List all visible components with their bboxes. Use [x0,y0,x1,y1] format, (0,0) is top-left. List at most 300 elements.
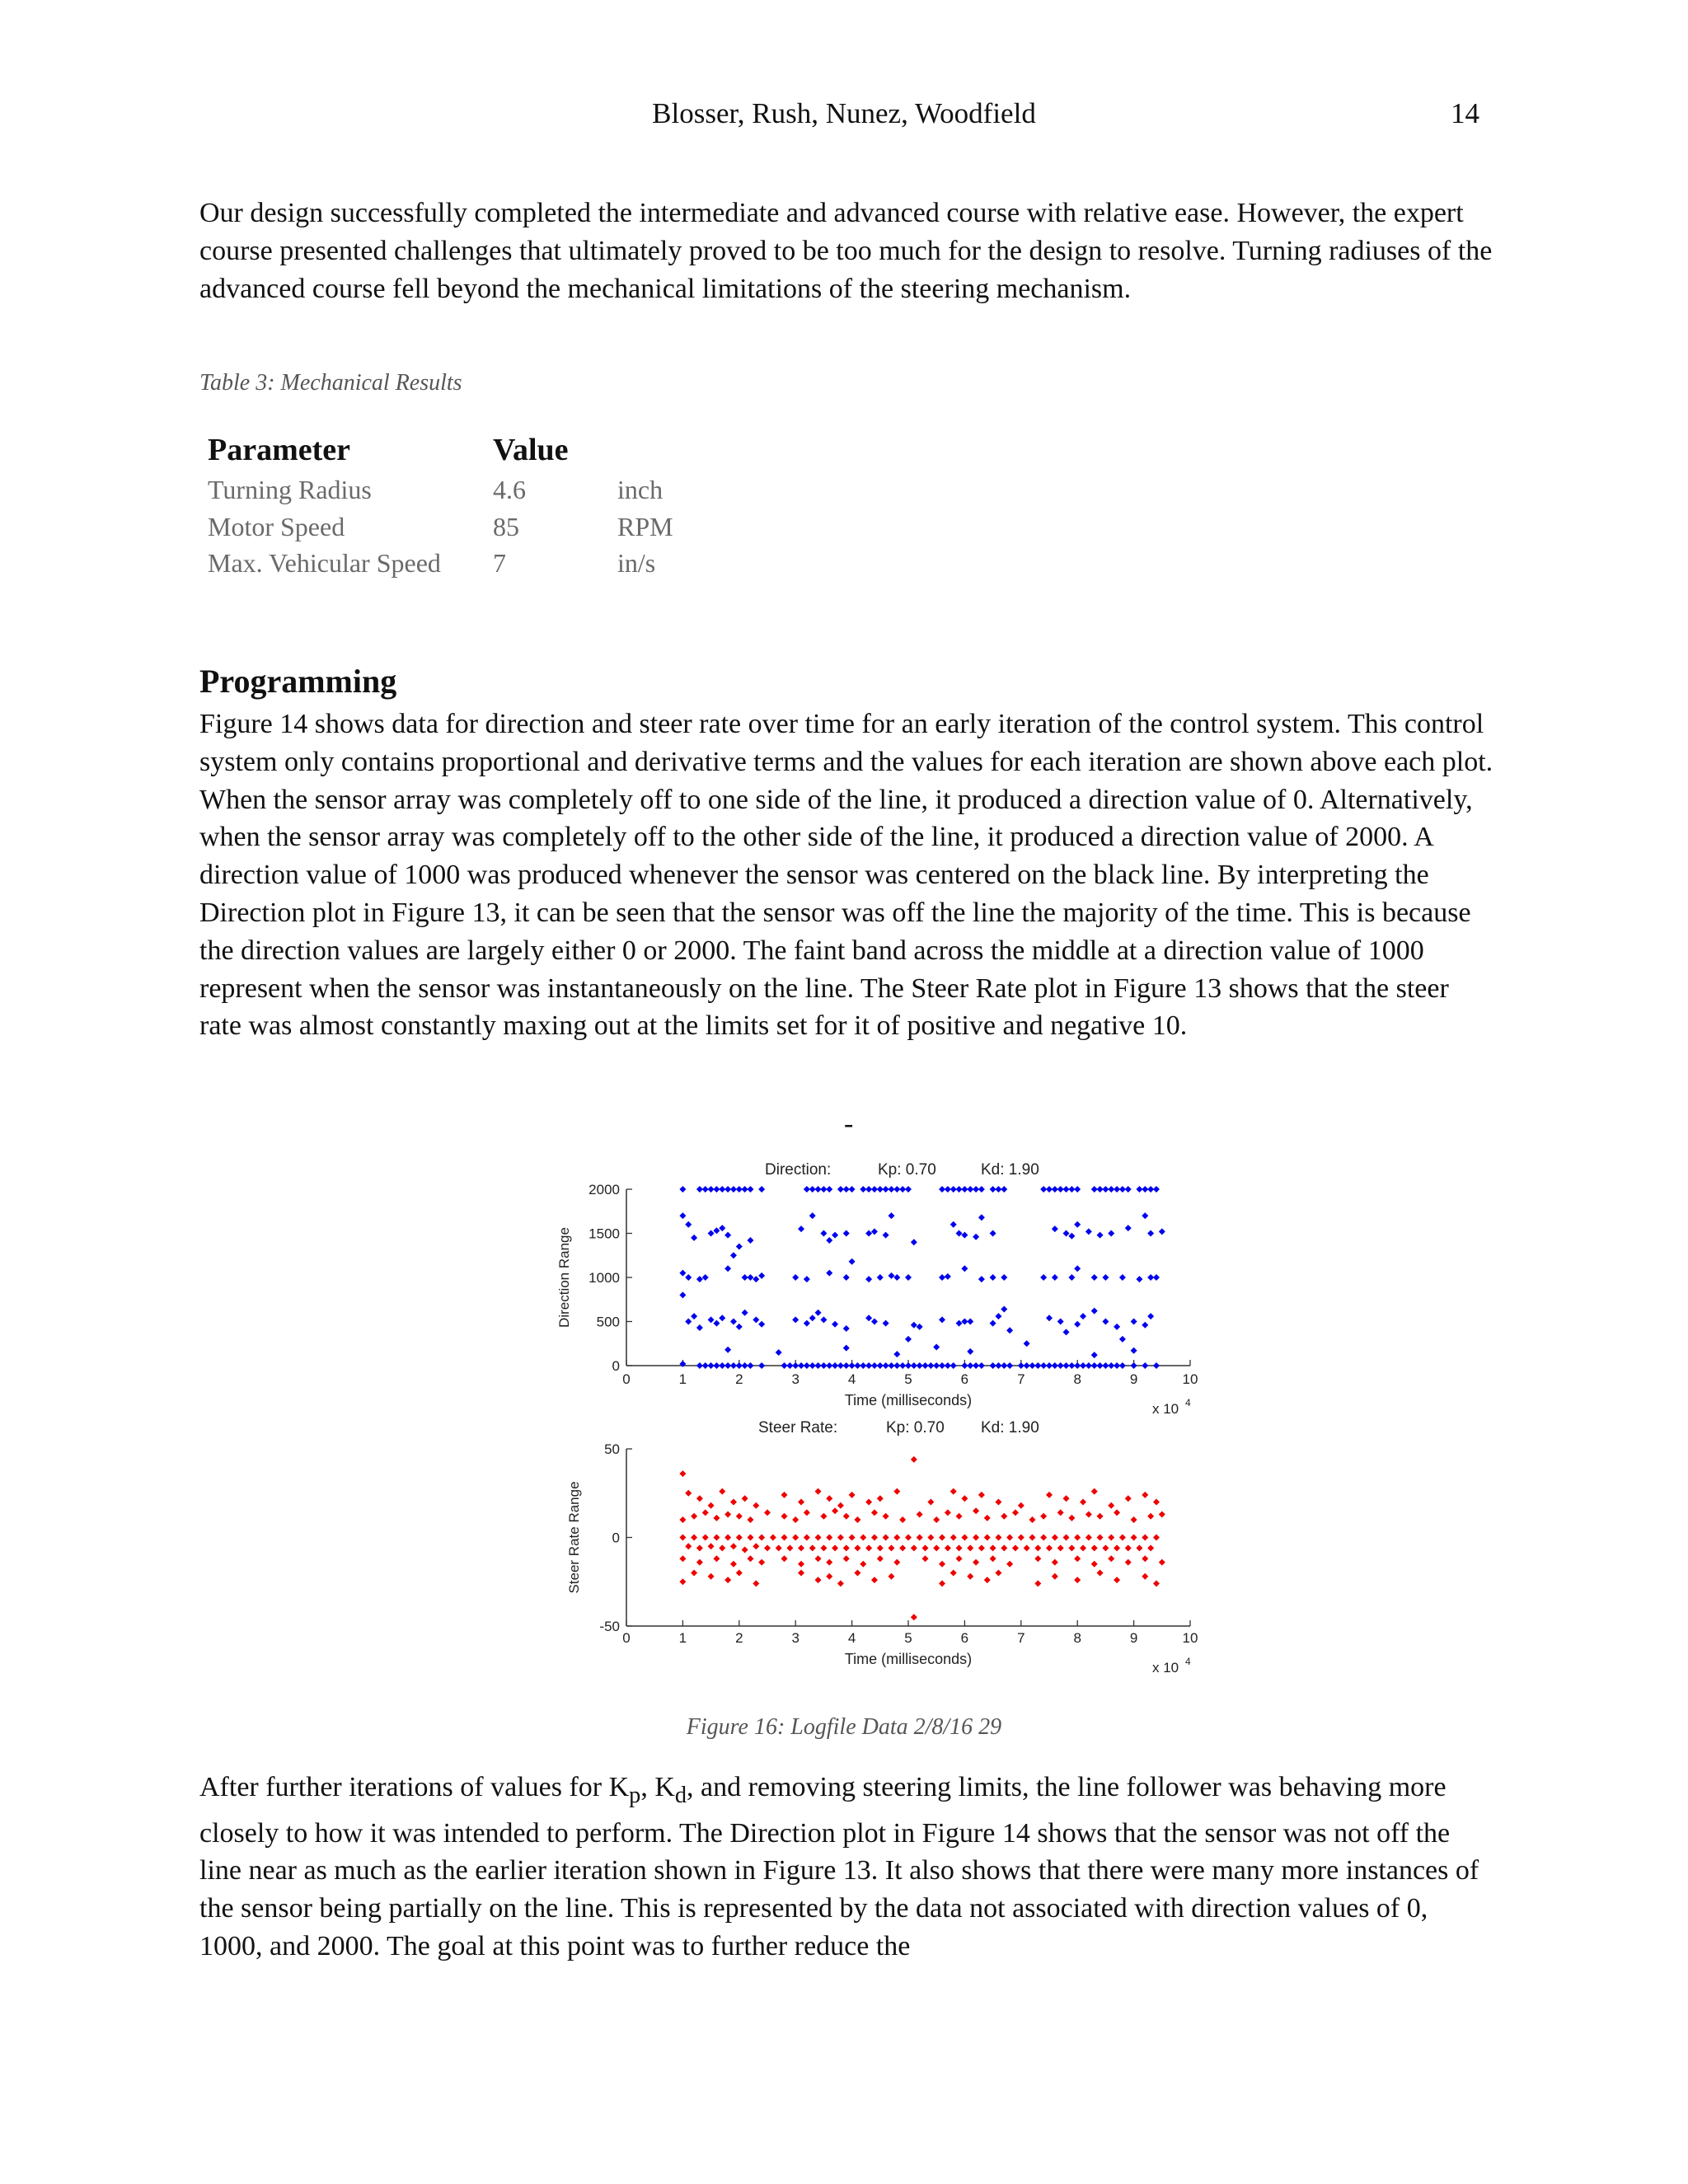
data-point [798,1362,804,1369]
data-point [843,1362,850,1369]
data-point [1097,1362,1104,1369]
data-point [1074,1321,1081,1328]
data-point [1131,1347,1137,1354]
data-point [747,1555,753,1562]
data-point [939,1561,945,1568]
x-exponent-power: 4 [1185,1397,1191,1408]
x-axis-label: Time (milliseconds) [844,1392,973,1408]
data-point [792,1535,799,1541]
data-point [679,1535,686,1541]
data-point [837,1580,844,1586]
data-point [1001,1513,1007,1520]
data-point [854,1570,860,1577]
data-point [905,1336,912,1343]
data-point [1131,1362,1137,1369]
data-point [1114,1324,1120,1330]
data-point [871,1362,878,1369]
data-point [713,1555,720,1562]
data-point [1068,1233,1075,1240]
data-point [1024,1340,1030,1347]
data-point [730,1561,737,1568]
table-caption: Table 3: Mechanical Results [199,370,462,396]
data-point [724,1232,731,1239]
data-point [1052,1535,1058,1541]
data-point [1068,1515,1075,1521]
x-tick-label: 4 [847,1371,856,1387]
table-cell-unit: inch [617,475,663,504]
chart-title-part: Kp: 0.70 [886,1419,945,1436]
data-point [1024,1544,1030,1551]
paragraph-3-text-a: After further iterations of values for K [199,1772,630,1802]
data-point [679,1212,686,1219]
data-point [742,1547,748,1554]
x-tick-label: 5 [904,1371,912,1387]
data-point [724,1535,731,1541]
data-point [1034,1362,1041,1369]
data-point [1142,1535,1148,1541]
data-point [1006,1561,1013,1568]
data-point [843,1274,850,1281]
data-point [883,1513,889,1520]
data-point [679,1270,686,1277]
data-point [1153,1535,1160,1541]
data-point [798,1570,804,1577]
data-point [1142,1212,1148,1219]
data-point [843,1513,850,1520]
data-point [1097,1186,1104,1193]
data-point [911,1544,917,1551]
data-point [804,1320,810,1327]
data-point [1080,1362,1086,1369]
data-point [804,1362,810,1369]
data-point [747,1186,753,1193]
data-point [815,1186,822,1193]
data-point [696,1544,703,1551]
data-point [1068,1186,1075,1193]
data-point [1142,1186,1148,1193]
data-point [1046,1544,1053,1551]
data-point [984,1535,991,1541]
data-point [1119,1274,1126,1281]
data-point [758,1321,765,1328]
data-point [843,1345,850,1352]
data-point [911,1322,917,1329]
data-point [792,1362,799,1369]
data-point [696,1276,703,1282]
data-point [758,1559,765,1566]
data-point [702,1274,709,1281]
data-point [1108,1555,1114,1562]
table-row [208,548,716,585]
data-point [1091,1352,1098,1358]
data-point [1057,1362,1064,1369]
data-point [888,1212,894,1219]
data-point [713,1535,720,1541]
data-point [1006,1362,1013,1369]
data-point [883,1186,889,1193]
data-point [826,1270,832,1277]
data-point [1074,1535,1081,1541]
data-point [1159,1511,1165,1518]
data-point [917,1324,923,1330]
data-point [1125,1559,1132,1566]
data-point [815,1310,822,1316]
data-point [956,1513,963,1520]
data-point [1018,1362,1025,1369]
kd-subscript: d [674,1782,687,1808]
data-point [758,1362,765,1369]
x-axis-label: Time (milliseconds) [844,1651,973,1667]
data-point [713,1227,720,1234]
data-point [736,1324,743,1330]
data-point [939,1362,945,1369]
body-paragraph-2: Figure 14 shows data for direction and steer rate over time for an early iteration of the control system. This control system only contains proportional and derivative terms and the values for each iteration are shown above each plot. When the sensor array was completely off to one side of the line, it produced a direction value of 0. Alternatively, when the sensor array was completely off to the other side of the line, it produced a direction value of 2000. A direction value of 1000 was produced whenever the sensor was centered on the black line. By interpreting the Direction plot in Figure 13, it can be seen that the sensor was off the line the majority of the time. This is because the direction values are largely either 0 or 2000. The faint band across the middle at a direction value of 1000 represent when the sensor was instantaneously on the line. The Steer Rate plot in Figure 13 shows that the steer rate was almost constantly maxing out at the limits set for it of positive and negative 10. [199,709,1493,1042]
data-point [685,1274,692,1281]
data-point [995,1570,1001,1577]
table-cell-parameter: Turning Radius [208,475,372,504]
data-point [1085,1228,1092,1235]
data-point [776,1349,782,1356]
data-point [849,1258,856,1265]
data-point [1068,1274,1075,1281]
data-point [995,1535,1001,1541]
data-point [1114,1544,1120,1551]
data-point [990,1230,996,1237]
x-tick-label: 3 [791,1630,799,1646]
data-point [747,1516,753,1523]
data-point [786,1362,793,1369]
data-point [1125,1186,1132,1193]
y-tick-label: 50 [604,1441,620,1457]
data-point [691,1313,697,1319]
data-point [1074,1221,1081,1228]
data-point [984,1577,991,1583]
data-point [679,1578,686,1585]
data-point [961,1362,968,1369]
data-point [843,1230,850,1237]
data-point [922,1544,929,1551]
data-point [736,1513,743,1520]
data-point [1029,1362,1035,1369]
data-point [832,1232,838,1239]
data-point [758,1272,765,1279]
data-point [1040,1186,1047,1193]
data-point [753,1543,759,1549]
data-point [786,1544,793,1551]
data-point [1147,1513,1154,1520]
data-point [713,1515,720,1521]
data-point [1080,1499,1086,1506]
data-point [1034,1555,1041,1562]
x-tick-label: 8 [1073,1371,1081,1387]
data-point [708,1502,715,1509]
data-point [990,1555,996,1562]
data-point [899,1362,906,1369]
data-point [747,1362,753,1369]
data-point [1108,1230,1114,1237]
data-point [820,1186,827,1193]
data-point [1114,1362,1120,1369]
data-point [1001,1274,1007,1281]
data-point [742,1310,748,1316]
data-point [990,1186,996,1193]
data-point [1153,1580,1160,1586]
data-point [956,1320,963,1327]
data-point [860,1535,866,1541]
data-point [691,1570,697,1577]
data-point [945,1362,951,1369]
x-tick-label: 9 [1129,1371,1138,1387]
data-point [1102,1319,1109,1325]
data-point [843,1325,850,1332]
data-point [1142,1492,1148,1498]
data-point [691,1235,697,1241]
data-point [893,1535,900,1541]
data-point [1108,1535,1114,1541]
data-point [696,1362,703,1369]
data-point [742,1362,748,1369]
data-point [950,1362,957,1369]
table-cell-parameter: Max. Vehicular Speed [208,548,441,578]
data-point [899,1544,906,1551]
data-point [1063,1329,1070,1335]
data-point [939,1186,945,1193]
table-header-unit [617,432,716,475]
data-point [995,1313,1001,1319]
data-point [1119,1186,1126,1193]
data-point [1097,1570,1104,1577]
data-point [809,1186,816,1193]
data-point [1091,1186,1098,1193]
data-point [950,1570,957,1577]
data-point [883,1232,889,1239]
data-point [995,1362,1001,1369]
chart-title-part: Steer Rate: [758,1419,838,1436]
data-point [883,1535,889,1541]
data-point [1080,1544,1086,1551]
data-point [781,1555,788,1562]
data-point [911,1456,917,1463]
data-point [860,1362,866,1369]
data-point [1068,1362,1075,1369]
y-tick-label: 2000 [588,1182,620,1197]
data-point [905,1362,912,1369]
data-point [893,1362,900,1369]
data-point [1057,1186,1064,1193]
data-point [849,1362,856,1369]
data-point [1147,1544,1154,1551]
data-point [736,1244,743,1250]
data-point [1012,1544,1019,1551]
data-point [724,1265,731,1272]
data-point [724,1347,731,1353]
data-point [1153,1186,1160,1193]
data-point [883,1320,889,1327]
data-point [815,1535,822,1541]
data-point [843,1555,850,1562]
data-point [967,1348,973,1355]
data-point [702,1362,709,1369]
data-point [753,1276,759,1282]
data-point [945,1186,951,1193]
body-paragraph-3 [199,1769,1493,1966]
table-cell-parameter: Motor Speed [208,511,345,541]
data-point [978,1492,985,1498]
data-point [967,1573,973,1580]
data-point [973,1362,979,1369]
data-point [1034,1544,1041,1551]
data-point [708,1230,715,1237]
data-point [730,1319,737,1325]
data-point [1102,1274,1109,1281]
data-point [911,1614,917,1620]
data-point [815,1488,822,1495]
data-point [961,1232,968,1239]
data-point [815,1577,822,1583]
data-point [1063,1362,1070,1369]
data-point [758,1186,765,1193]
table-header-value: Value [493,433,569,467]
data-point [764,1509,771,1516]
data-point [917,1362,923,1369]
data-point [724,1362,731,1369]
data-point [1147,1186,1154,1193]
data-point [702,1509,709,1516]
data-point [877,1544,884,1551]
data-point [753,1502,759,1509]
data-point [888,1544,894,1551]
x-tick-label: 6 [960,1630,969,1646]
data-point [967,1544,973,1551]
data-point [1091,1274,1098,1281]
data-point [832,1362,838,1369]
paragraph-3-text-b: , K [640,1772,675,1802]
data-point [990,1362,996,1369]
data-point [1097,1232,1104,1239]
data-point [1052,1186,1058,1193]
y-tick-label: -50 [599,1619,620,1634]
data-point [1018,1535,1025,1541]
data-point [945,1273,951,1280]
data-point [917,1535,923,1541]
data-point [804,1186,810,1193]
data-point [837,1186,844,1193]
data-point [995,1186,1001,1193]
data-point [967,1362,973,1369]
table-row [208,475,716,512]
data-point [781,1513,788,1520]
data-point [950,1186,957,1193]
page-number: 14 [1451,97,1479,129]
data-point [978,1276,985,1282]
data-point [837,1362,844,1369]
data-point [1006,1327,1013,1333]
data-point [826,1186,832,1193]
data-point [1131,1535,1137,1541]
data-point [1001,1186,1007,1193]
data-point [899,1186,906,1193]
data-point [1125,1544,1132,1551]
data-point [719,1544,725,1551]
data-point [865,1362,872,1369]
data-point [1131,1319,1137,1325]
data-point [888,1362,894,1369]
data-point [719,1186,725,1193]
data-point [696,1324,703,1331]
data-point [820,1513,827,1520]
chart-title-part: Kd: 1.90 [981,1161,1039,1179]
y-tick-label: 0 [612,1358,620,1374]
data-point [933,1516,940,1523]
data-point [945,1544,951,1551]
data-point [713,1320,720,1327]
data-point [927,1499,934,1506]
data-point [1063,1230,1070,1237]
data-point [809,1315,816,1321]
y-tick-label: 0 [612,1530,620,1546]
data-point [679,1555,686,1562]
data-point [922,1362,929,1369]
data-point [804,1276,810,1282]
data-point [973,1507,979,1514]
data-point [753,1316,759,1323]
data-point [899,1516,906,1523]
x-tick-label: 9 [1129,1630,1138,1646]
data-point [826,1237,832,1244]
data-point [893,1559,900,1566]
data-point [1040,1513,1047,1520]
data-point [1131,1516,1137,1523]
data-point [1085,1511,1092,1518]
data-point [1159,1559,1165,1566]
data-point [1074,1362,1081,1369]
data-point [1040,1274,1047,1281]
data-point [753,1580,759,1586]
data-point [1119,1362,1126,1369]
data-point [849,1492,856,1498]
data-point [730,1543,737,1549]
x-exponent-label: x 10 [1152,1401,1179,1417]
data-point [888,1272,894,1279]
chart-title-part: Kd: 1.90 [981,1419,1039,1436]
data-point [809,1544,816,1551]
x-tick-label: 5 [904,1630,912,1646]
data-point [1080,1313,1086,1319]
data-point [826,1495,832,1502]
data-point [961,1319,968,1325]
data-point [724,1511,731,1518]
data-point [939,1274,945,1281]
stray-dash-mark: - [844,1108,854,1139]
data-point [961,1535,968,1541]
data-point [781,1535,788,1541]
data-point [1057,1544,1064,1551]
data-point [893,1274,900,1281]
data-point [854,1544,860,1551]
data-point [973,1559,979,1566]
data-point [1001,1306,1007,1313]
data-point [911,1239,917,1245]
body-paragraph-1: Our design successfully completed the intermediate and advanced course with relative ease. However, the expert course presented challenges that ultimately proved to be too much for the design to resolve. Turning radiuses of the advanced course fell beyond the mechanical limitations of the steering mechanism. [199,198,1493,304]
data-point [747,1535,753,1541]
data-point [1114,1577,1120,1583]
data-point [798,1544,804,1551]
table-row [208,512,716,549]
data-point [911,1362,917,1369]
data-point [736,1535,743,1541]
data-point [1136,1544,1142,1551]
data-point [1040,1535,1047,1541]
